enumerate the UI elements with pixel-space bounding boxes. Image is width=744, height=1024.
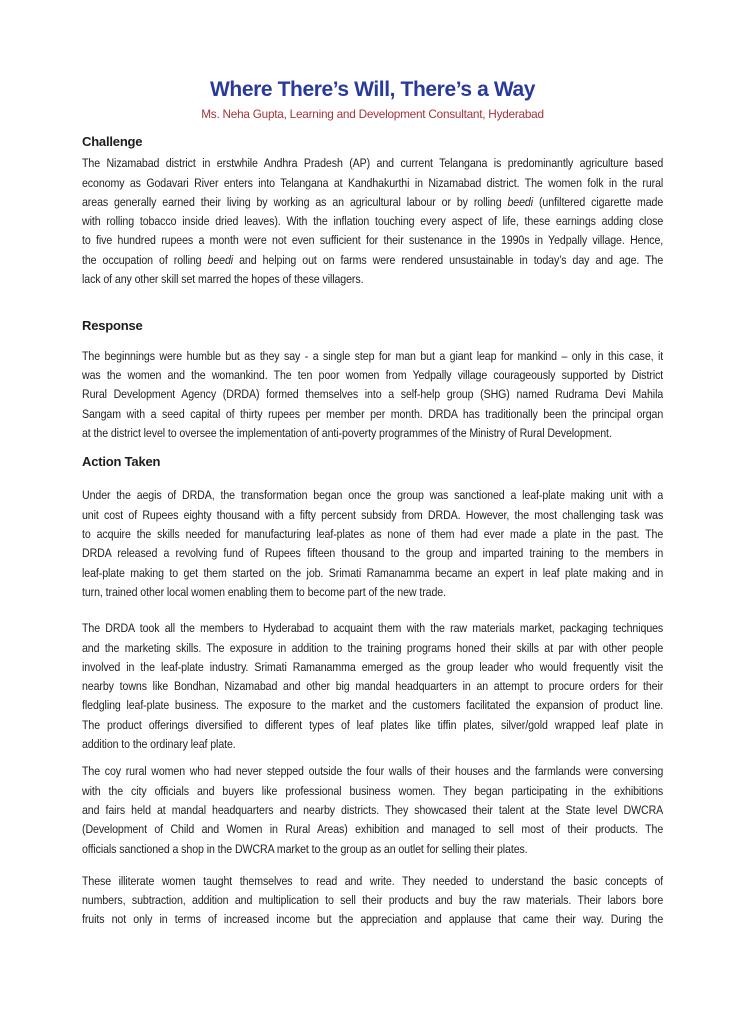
text-line: nearby towns like Bondhan, Nizamabad and other big mandal headquarters in an attempt to procure orders for their bbox=[82, 679, 664, 694]
text-line: fledgling leaf-plate business. The exposure to the market and the customers facilitated the expansion of product line. bbox=[82, 698, 664, 713]
text-line: The product offerings diversified to different types of leaf plates like tiffin plates, silver/gold wrapped leaf plate in bbox=[82, 717, 664, 732]
author-byline: Ms. Neha Gupta, Learning and Development Consultant, Hyderabad bbox=[201, 107, 544, 121]
text-line: involved in the leaf-plate industry. Srimati Ramanamma emerged as the group leader who would frequently visit the bbox=[82, 659, 664, 674]
text-line: Sangam with a seed capital of thirty rupees per member per month. DRDA has traditionally been the principal organ bbox=[82, 406, 664, 421]
text-line: to acquire the skills needed for manufacturing leaf-plates as none of them had ever made a plate in the past. The bbox=[82, 527, 664, 542]
text-line: and the marketing skills. The exposure in addition to the training programs honed their skills at par with other people bbox=[82, 640, 664, 655]
section-action-taken bbox=[82, 452, 663, 930]
text-line: and fairs held at mandal headquarters and nearby districts. They showcased their talent at the State level DWCRA bbox=[82, 802, 664, 817]
text-line: with the city officials and buyers like professional business women. They began participating in the exhibitions bbox=[82, 783, 664, 798]
document-body bbox=[82, 132, 663, 930]
paragraph bbox=[82, 154, 744, 289]
text-line: The Nizamabad district in erstwhile Andhra Pradesh (AP) and current Telangana is predominantly agriculture based bbox=[82, 156, 664, 171]
text-line: numbers, subtraction, addition and multiplication to sell their products and buy the raw materials. Their labors bore bbox=[82, 893, 664, 908]
text-line: officials sanctioned a shop in the DWCRA market to the group as an outlet for selling their plates. bbox=[82, 841, 528, 856]
text-line: unit cost of Rupees eighty thousand with a fifty percent subsidy from DRDA. However, the most challenging task was bbox=[82, 507, 664, 522]
page-title: Where There’s Will, There’s a Way bbox=[209, 78, 536, 101]
text-line: The beginnings were humble but as they say - a single step for man but a giant leap for mankind – only in this case, it bbox=[82, 348, 664, 363]
section-response bbox=[82, 316, 663, 443]
section-heading: Challenge bbox=[82, 134, 143, 149]
text-line: These illiterate women taught themselves to read and write. They needed to understand the basic concepts of bbox=[82, 873, 664, 888]
text-line: addition to the ordinary leaf plate. bbox=[82, 737, 236, 752]
document-content bbox=[82, 76, 663, 930]
paragraph bbox=[82, 347, 744, 443]
text-line: Under the aegis of DRDA, the transformation began once the group was sanctioned a leaf-plate making unit with a bbox=[82, 488, 664, 503]
section-heading: Response bbox=[82, 318, 143, 334]
paragraph bbox=[82, 619, 744, 754]
paragraph bbox=[82, 486, 744, 602]
text-line: the occupation of rolling beedi and helping out on farms were rendered unsustainable in today’s day and age. The bbox=[82, 252, 664, 267]
paragraph bbox=[82, 762, 744, 858]
text-line: was the women and the womankind. The ten poor women from Yedpally village courageously supported by District bbox=[82, 367, 664, 382]
text-line: turn, trained other local women enabling them to become part of the new trade. bbox=[82, 584, 446, 599]
text-line: DRDA released a revolving fund of Rupees fifteen thousand to the group and imparted training to the members in bbox=[82, 546, 664, 561]
section-heading: Action Taken bbox=[82, 454, 161, 470]
text-line: leaf-plate making to get them started on the job. Srimati Ramanamma became an expert in leaf plate making and in bbox=[82, 565, 664, 580]
text-line: areas generally earned their living by working as an agricultural labour or by rolling beedi (unfiltered cigarette made bbox=[82, 194, 664, 209]
text-line: The DRDA took all the members to Hyderabad to acquaint them with the raw materials market, packaging techniques bbox=[82, 621, 664, 636]
text-line: (Development of Child and Women in Rural Areas) exhibition and managed to sell most of their products. The bbox=[82, 822, 664, 837]
paragraph bbox=[82, 872, 744, 930]
text-line: fruits not only in terms of increased income but the appreciation and applause that came their way. During the bbox=[82, 912, 664, 927]
text-line: at the district level to oversee the implementation of anti-poverty programmes of the Ministry of Rural Development. bbox=[82, 425, 612, 440]
text-line: economy as Godavari River enters into Telangana at Kandhakurthi in Nizamabad district. The women folk in the rural bbox=[82, 175, 664, 190]
text-line: The coy rural women who had never stepped outside the four walls of their houses and the farmlands were conversing bbox=[82, 764, 664, 779]
text-line: Rural Development Agency (DRDA) formed themselves into a self-help group (SHG) named Rudrama Devi Mahila bbox=[82, 387, 664, 402]
text-line: to five hundred rupees a month were not even sufficient for their sustenance in the 1990s in Yedpally village. Hence, bbox=[82, 233, 664, 248]
section-challenge bbox=[82, 132, 663, 289]
text-line: with rolling tobacco inside dried leaves). With the inflation touching every aspect of life, these earnings adding close bbox=[82, 214, 664, 229]
text-line: lack of any other skill set marred the hopes of these villagers. bbox=[82, 272, 364, 287]
